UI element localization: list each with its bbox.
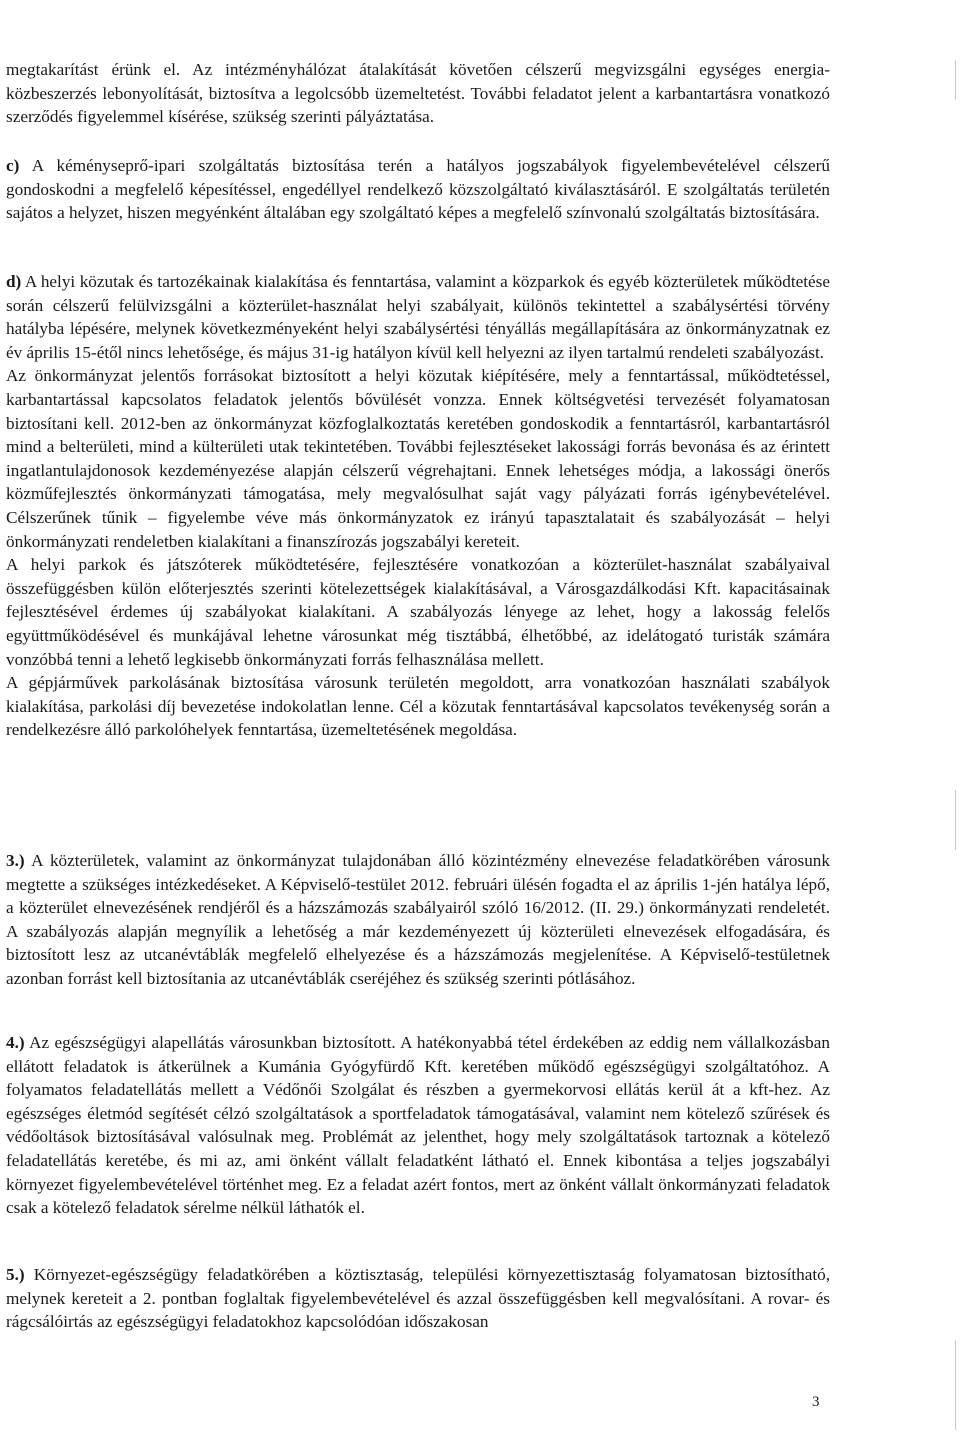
paragraph-c bbox=[6, 154, 830, 225]
scan-edge-mark bbox=[955, 1340, 956, 1430]
section-marker: c) bbox=[6, 156, 20, 175]
paragraph-intro bbox=[6, 58, 830, 129]
section-marker: d) bbox=[6, 272, 22, 291]
paragraph-continuation: A helyi parkok és játszóterek működtetésére, fejlesztésére vonatkozóan a közterület-használat szabályaival összefüggésben külön előterjesztés szerinti kötelezettségek kialakításával, a Városgazdálkodási Kft. kapacitásainak fejlesztésével érdemes új szabályokat kialakítani. A szabályozás lényege az lehet, hogy a lakosság felelős együttműködésével és munkájával lehetne városunkat még tisztábbá, élhetőbbé, az idelátogató turisták számára vonzóbbá tenni a lehető legkisebb önkormányzati forrás felhasználása mellett. bbox=[6, 555, 830, 669]
page-number: 3 bbox=[812, 1394, 820, 1410]
paragraph-text: Az egészségügyi alapellátás városunkban biztosított. A hatékonyabbá tétel érdekében az eddig nem vállalkozásban ellátott feladatok is átkerülnek a Kumánia Gyógyfürdő Kft. keretében működő egészségügyi szolgáltatóhoz. A folyamatos feladatellátás mellett a Védőnői Szolgálat és részben a gyermekorvosi ellátás kerül át a kft-hez. Az egészséges életmód segítését célzó szolgáltatások a sportfeladatok támogatásával, valamint nem kötelező szűrések és védőoltások biztosításával valósulnak meg. Problémát az jelenthet, hogy mely szolgáltatások tartoznak a kötelező feladatellátás keretébe, és mi az, ami önként vállalt feladatként látható el. Ennek kibontása a teljes jogszabályi környezet figyelembevételével történhet meg. Ez a feladat azért fontos, mert az önként vállalt önkormányzati feladatok csak a kötelező feladatok sérelme nélkül láthatók el. bbox=[6, 1033, 830, 1218]
paragraph-text: A kéményseprő-ipari szolgáltatás biztosítása terén a hatályos jogszabályok figyelembevételével célszerű gondoskodni a megfelelő képesítéssel, engedéllyel rendelkező közszolgáltató kiválasztásáról. E szolgáltatás területén sajátos a helyzet, hiszen megyénként általában egy szolgáltató képes a megfelelő színvonalú szolgáltatás biztosítására. bbox=[6, 156, 830, 223]
paragraph-4 bbox=[6, 1031, 830, 1220]
paragraph-d bbox=[6, 270, 830, 742]
scan-edge-mark bbox=[955, 790, 956, 850]
paragraph-5 bbox=[6, 1263, 830, 1334]
scan-edge-mark bbox=[955, 60, 956, 100]
paragraph-text: A helyi közutak és tartozékainak kialakítása és fenntartása, valamint a közparkok és egyéb közterületek működtetése során célszerű felülvizsgálni a közterület-használat helyi szabályait, különös tekintettel a szabálysértési törvény hatályba lépésére, melynek következményeként helyi szabálysértési tényállás megállapítására az önkormányzatnak ez év április 15-étől nincs lehetősége, és május 31-ig hatályon kívül kell helyezni az ilyen tartalmú rendeleti szabályozást. bbox=[6, 272, 830, 362]
section-marker: 5.) bbox=[6, 1265, 25, 1284]
section-marker: 3.) bbox=[6, 851, 25, 870]
paragraph-text: A közterületek, valamint az önkormányzat tulajdonában álló közintézmény elnevezése feladatkörében városunk megtette a szükséges intézkedéseket. A Képviselő-testület 2012. februári ülésén fogadta el az április 1-jén hatálya lépő, a közterület elnevezésének rendjéről és a házszámozás szabályairól szóló 16/2012. (II. 29.) önkormányzati rendeletét. A szabályozás alapján megnyílik a lehetőség a már kezdeményezett új közterületi elnevezések elfogadására, és biztosított lesz az utcanévtáblák megfelelő elhelyezése és a házszámozás megjelenítése. A Képviselő-testületnek azonban forrást kell biztosítania az utcanévtáblák cseréjéhez és szükség szerinti pótlásához. bbox=[6, 851, 830, 988]
paragraph-continuation: Az önkormányzat jelentős forrásokat biztosított a helyi közutak kiépítésére, mely a fenntartással, működtetéssel, karbantartással kapcsolatos feladatok jelentős bővülését vonzza. Ennek költségvetési tervezését folyamatosan biztosítani kell. 2012-ben az önkormányzat közfoglalkoztatás keretében gondoskodik a fenntartásról, karbantartásról mind a belterületi, mind a külterületi utak tekintetében. További fejlesztéseket lakossági forrás bevonása és az érintett ingatlantulajdonosok kezdeményezése alapján célszerű végrehajtani. Ennek lehetséges módja, a lakossági önerős közműfejlesztés önkormányzati támogatása, mely megvalósulhat saját vagy pályázati forrás igénybevételével. Célszerűnek tűnik – figyelembe véve más önkormányzatok ez irányú tapasztalatait és szabályozását – helyi önkormányzati rendeletben kialakítani a finanszírozás jogszabályi kereteit. bbox=[6, 366, 830, 551]
paragraph-continuation: A gépjárművek parkolásának biztosítása városunk területén megoldott, arra vonatkozóan használati szabályok kialakítása, parkolási díj bevezetése indokolatlan lenne. Cél a közutak fenntartásával kapcsolatos tevékenység során a rendelkezésre álló parkolóhelyek fenntartása, üzemeltetésének megoldása. bbox=[6, 673, 830, 740]
paragraph-text: megtakarítást érünk el. Az intézményhálózat átalakítását követően célszerű megvizsgálni egységes energia-közbeszerzés lebonyolítását, biztosítva a legolcsóbb üzemeltetést. További feladatot jelent a karbantartásra vonatkozó szerződés figyelemmel kísérése, szükség szerinti pályáztatása. bbox=[6, 60, 830, 127]
section-marker: 4.) bbox=[6, 1033, 25, 1052]
paragraph-text: Környezet-egészségügy feladatkörében a köztisztaság, települési környezettisztaság folyamatosan biztosítható, melynek kereteit a 2. pontban foglaltak figyelembevételével és azzal összefüggésben kell megvalósítani. A rovar- és rágcsálóirtás az egészségügyi feladatokhoz kapcsolódóan időszakosan bbox=[6, 1265, 831, 1332]
paragraph-3 bbox=[6, 849, 830, 991]
